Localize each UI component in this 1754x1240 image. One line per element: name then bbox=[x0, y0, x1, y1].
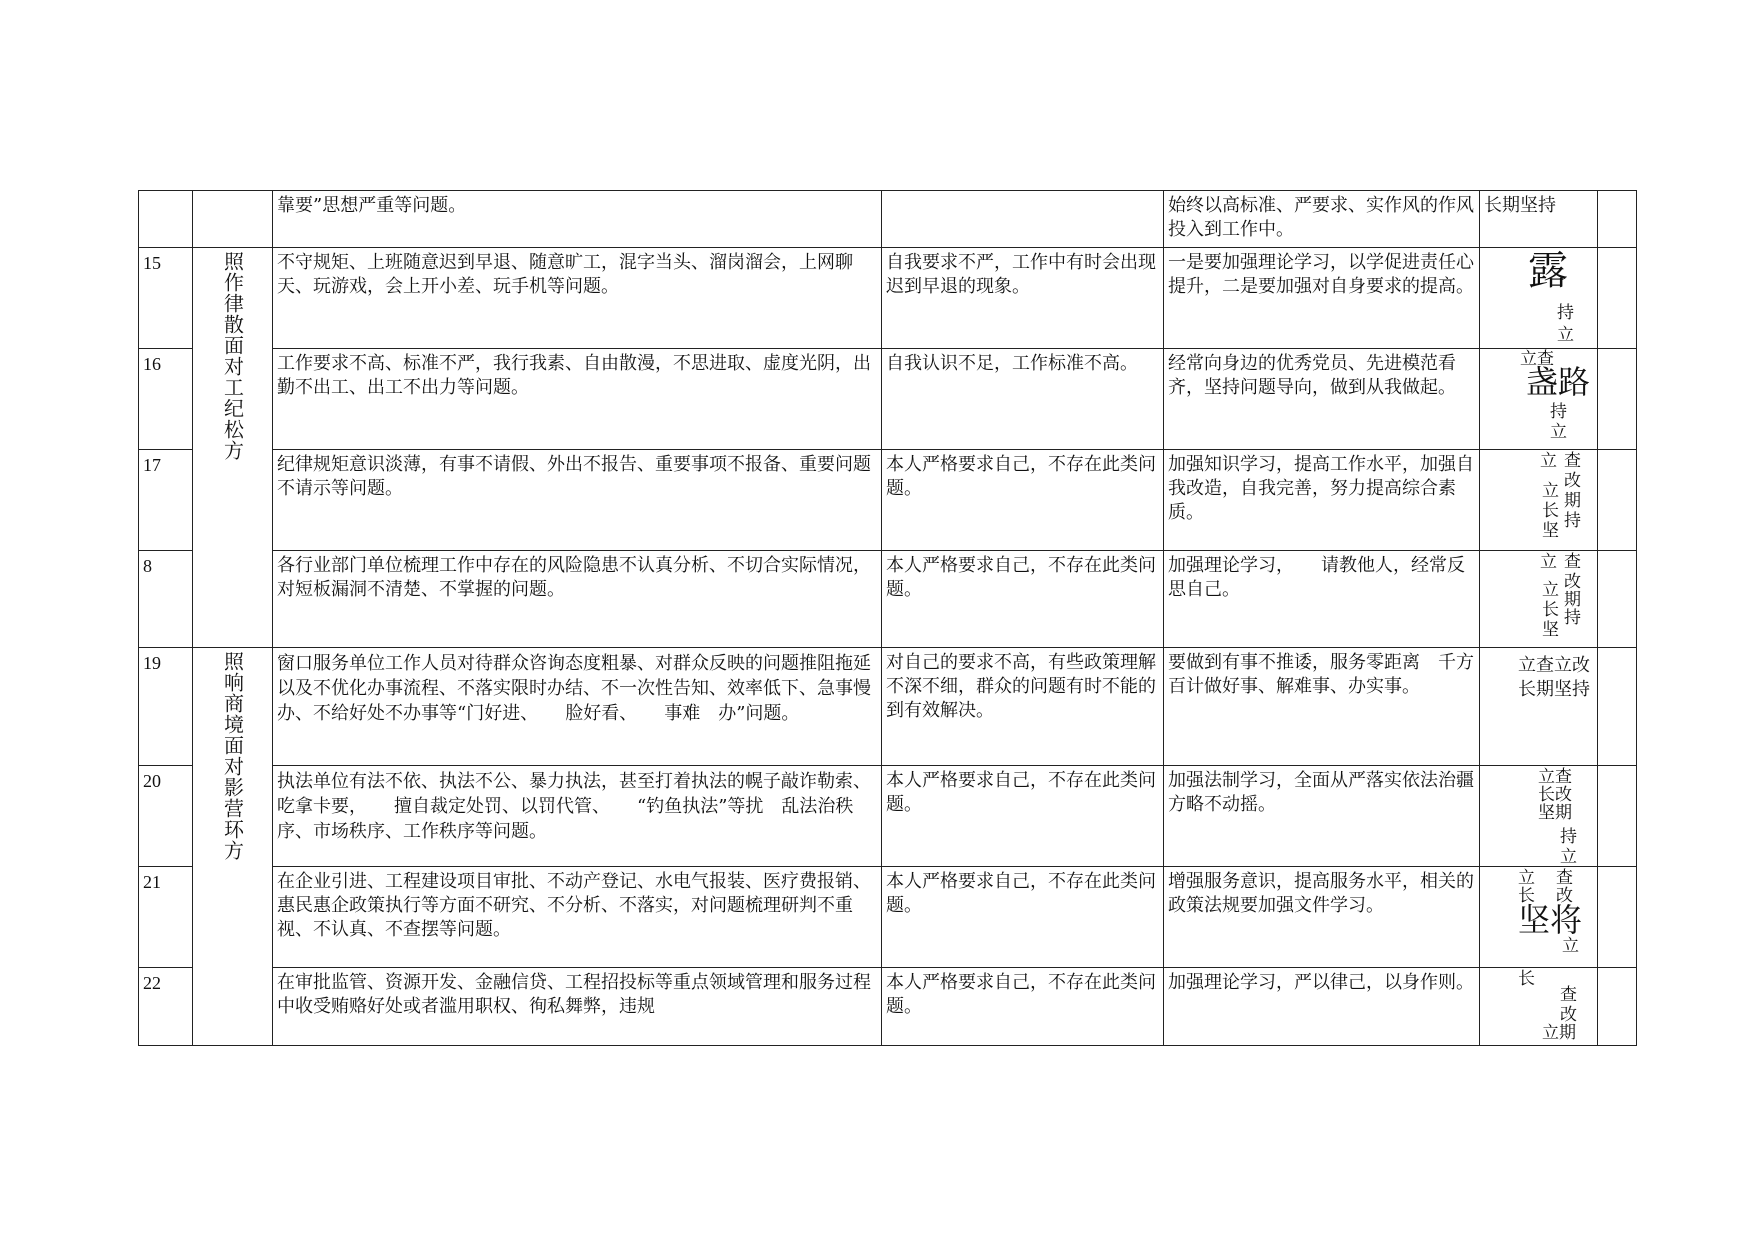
table-row bbox=[139, 191, 1637, 248]
deadline-fragment: 查 bbox=[1560, 985, 1577, 1005]
measure-cell: 加强理论学习，严以律己，以身作则。 bbox=[1164, 968, 1480, 1046]
deadline-fragment: 持 bbox=[1557, 303, 1574, 323]
deadline-fragment: 长 bbox=[1542, 501, 1559, 521]
measure-cell: 经常向身边的优秀党员、先进模范看齐，坚持问题导向，做到从我做起。 bbox=[1164, 349, 1480, 450]
deadline-fragment: 坚 bbox=[1542, 521, 1559, 541]
remark-cell bbox=[1598, 648, 1637, 766]
rectification-table bbox=[138, 190, 1637, 1046]
table-row bbox=[139, 968, 1637, 1046]
deadline-fragment: 长改 bbox=[1538, 785, 1572, 805]
issue-cell: 纪律规矩意识淡薄，有事不请假、外出不报告、重要事项不报备、重要问题不请示等问题。 bbox=[273, 450, 882, 551]
deadline-cell bbox=[1480, 551, 1598, 648]
measure-cell: 一是要加强理论学习，以学促进责任心提升，二是要加强对自身要求的提高。 bbox=[1164, 248, 1480, 349]
remark-cell bbox=[1598, 867, 1637, 968]
measure-cell: 加强理论学习， 请教他人，经常反思自己。 bbox=[1164, 551, 1480, 648]
remark-cell bbox=[1598, 349, 1637, 450]
deadline-fragment: 立查 bbox=[1520, 349, 1554, 369]
remark-cell bbox=[1598, 191, 1637, 248]
deadline-fragment: 立 bbox=[1540, 552, 1557, 572]
category-cell bbox=[193, 648, 273, 1046]
issue-cell: 在企业引进、工程建设项目审批、不动产登记、水电气报装、医疗费报销、惠民惠企政策执行等方面不研究、不分析、不落实，对问题梳理研判不重视、不认真、不查摆等问题。 bbox=[273, 867, 882, 968]
deadline-fragment: 持 bbox=[1550, 402, 1567, 422]
category-cell bbox=[193, 248, 273, 648]
table-row bbox=[139, 648, 1637, 766]
table-row bbox=[139, 450, 1637, 551]
deadline-fragment: 立期 bbox=[1542, 1023, 1576, 1043]
row-number bbox=[139, 191, 193, 248]
deadline-cell bbox=[1480, 867, 1598, 968]
row-number: 17 bbox=[139, 450, 193, 551]
deadline-fragment: 立 bbox=[1550, 422, 1567, 442]
category-label: 照响商境面对影营环方 bbox=[220, 651, 245, 861]
measure-cell: 加强知识学习，提高工作水平，加强自我改造，自我完善，努力提高综合素质。 bbox=[1164, 450, 1480, 551]
row-number: 16 bbox=[139, 349, 193, 450]
row-number: 8 bbox=[139, 551, 193, 648]
deadline-fragment: 立查立改 bbox=[1518, 655, 1590, 676]
deadline-fragment: 改 bbox=[1556, 886, 1573, 906]
deadline-cell bbox=[1480, 648, 1598, 766]
issue-cell: 不守规矩、上班随意迟到早退、随意旷工，混字当头、溜岗溜会，上网聊天、玩游戏，会上开小差、玩手机等问题。 bbox=[273, 248, 882, 349]
row-number: 19 bbox=[139, 648, 193, 766]
issue-cell: 靠要”思想严重等问题。 bbox=[273, 191, 882, 248]
deadline-fragment: 持 bbox=[1564, 608, 1581, 628]
reason-cell: 本人严格要求自己，不存在此类问题。 bbox=[882, 867, 1164, 968]
reason-cell: 本人严格要求自己，不存在此类问题。 bbox=[882, 551, 1164, 648]
deadline-fragment: 立 bbox=[1542, 580, 1559, 600]
deadline-fragment: 查 bbox=[1564, 451, 1581, 471]
row-number: 22 bbox=[139, 968, 193, 1046]
row-number: 15 bbox=[139, 248, 193, 349]
deadline-fragment: 改 bbox=[1560, 1005, 1577, 1025]
deadline-fragment: 持 bbox=[1564, 511, 1581, 531]
reason-cell: 对自己的要求不高，有些政策理解不深不细，群众的问题有时不能的到有效解决。 bbox=[882, 648, 1164, 766]
deadline-fragment: 坚 bbox=[1542, 620, 1559, 640]
table-row bbox=[139, 867, 1637, 968]
reason-cell: 本人严格要求自己，不存在此类问题。 bbox=[882, 968, 1164, 1046]
deadline-fragment: 查 bbox=[1564, 552, 1581, 572]
remark-cell bbox=[1598, 248, 1637, 349]
deadline-fragment: 长 bbox=[1518, 886, 1535, 906]
deadline-cell bbox=[1480, 968, 1598, 1046]
deadline-fragment: 坚将 bbox=[1518, 901, 1583, 939]
row-number: 20 bbox=[139, 766, 193, 867]
deadline-fragment: 改 bbox=[1564, 471, 1581, 491]
reason-cell: 自我认识不足，工作标准不高。 bbox=[882, 349, 1164, 450]
deadline-fragment: 长期坚持 bbox=[1518, 679, 1590, 700]
measure-cell: 要做到有事不推诿，服务零距离 千方百计做好事、解难事、办实事。 bbox=[1164, 648, 1480, 766]
deadline-fragment: 立查 bbox=[1538, 767, 1572, 787]
remark-cell bbox=[1598, 551, 1637, 648]
deadline-fragment: 长 bbox=[1518, 969, 1535, 989]
deadline-fragment: 查 bbox=[1556, 868, 1573, 888]
issue-cell: 执法单位有法不依、执法不公、暴力执法，甚至打着执法的幌子敲诈勒索、吃拿卡要， 擅自裁定处罚、以罚代管、 “钓鱼执法”等扰 乱法治秩序、市场秩序、工作秩序等问题。 bbox=[273, 766, 882, 867]
table-row bbox=[139, 349, 1637, 450]
table-row bbox=[139, 766, 1637, 867]
row-number: 21 bbox=[139, 867, 193, 968]
remark-cell bbox=[1598, 766, 1637, 867]
category-cell bbox=[193, 191, 273, 248]
table-row bbox=[139, 551, 1637, 648]
deadline-fragment: 改 bbox=[1564, 572, 1581, 592]
table-row bbox=[139, 248, 1637, 349]
measure-cell: 增强服务意识，提高服务水平，相关的政策法规要加强文件学习。 bbox=[1164, 867, 1480, 968]
reason-cell: 自我要求不严，工作中有时会出现迟到早退的现象。 bbox=[882, 248, 1164, 349]
deadline-cell: 长期坚持 bbox=[1480, 191, 1598, 248]
deadline-cell bbox=[1480, 766, 1598, 867]
issue-cell: 各行业部门单位梳理工作中存在的风险隐患不认真分析、不切合实际情况，对短板漏洞不清楚、不掌握的问题。 bbox=[273, 551, 882, 648]
deadline-fragment: 立 bbox=[1562, 936, 1579, 956]
deadline-fragment: 立 bbox=[1540, 451, 1557, 471]
issue-cell: 窗口服务单位工作人员对待群众咨询态度粗暴、对群众反映的问题推阻拖延以及不优化办事流程、不落实限时办结、不一次性告知、效率低下、急事慢办、不给好处不办事等“门好进、 脸好看、 事难 办”问题。 bbox=[273, 648, 882, 766]
deadline-cell bbox=[1480, 349, 1598, 450]
deadline-fragment: 期 bbox=[1564, 590, 1581, 610]
reason-cell bbox=[882, 191, 1164, 248]
deadline-fragment: 坚期 bbox=[1538, 803, 1572, 823]
remark-cell bbox=[1598, 450, 1637, 551]
deadline-fragment: 持 bbox=[1560, 827, 1577, 847]
issue-cell: 在审批监管、资源开发、金融信贷、工程招投标等重点领域管理和服务过程中收受贿赂好处或者滥用职权、徇私舞弊，违规 bbox=[273, 968, 882, 1046]
deadline-fragment: 立 bbox=[1557, 325, 1574, 345]
category-label: 照作律散面对工纪松方 bbox=[220, 251, 245, 461]
deadline-fragment: 盏路 bbox=[1526, 363, 1591, 401]
reason-cell: 本人严格要求自己，不存在此类问题。 bbox=[882, 766, 1164, 867]
reason-cell: 本人严格要求自己，不存在此类问题。 bbox=[882, 450, 1164, 551]
deadline-cell bbox=[1480, 450, 1598, 551]
measure-cell: 始终以高标准、严要求、实作风的作风投入到工作中。 bbox=[1164, 191, 1480, 248]
deadline-fragment: 期 bbox=[1564, 491, 1581, 511]
measure-cell: 加强法制学习，全面从严落实依法治疆方略不动摇。 bbox=[1164, 766, 1480, 867]
deadline-fragment: 立 bbox=[1560, 847, 1577, 867]
deadline-fragment: 立 bbox=[1542, 481, 1559, 501]
deadline-fragment: 长 bbox=[1542, 600, 1559, 620]
deadline-cell bbox=[1480, 248, 1598, 349]
remark-cell bbox=[1598, 968, 1637, 1046]
deadline-fragment: 露 bbox=[1528, 248, 1568, 294]
deadline-fragment: 立 bbox=[1518, 868, 1535, 888]
issue-cell: 工作要求不高、标准不严，我行我素、自由散漫，不思进取、虚度光阴，出勤不出工、出工不出力等问题。 bbox=[273, 349, 882, 450]
